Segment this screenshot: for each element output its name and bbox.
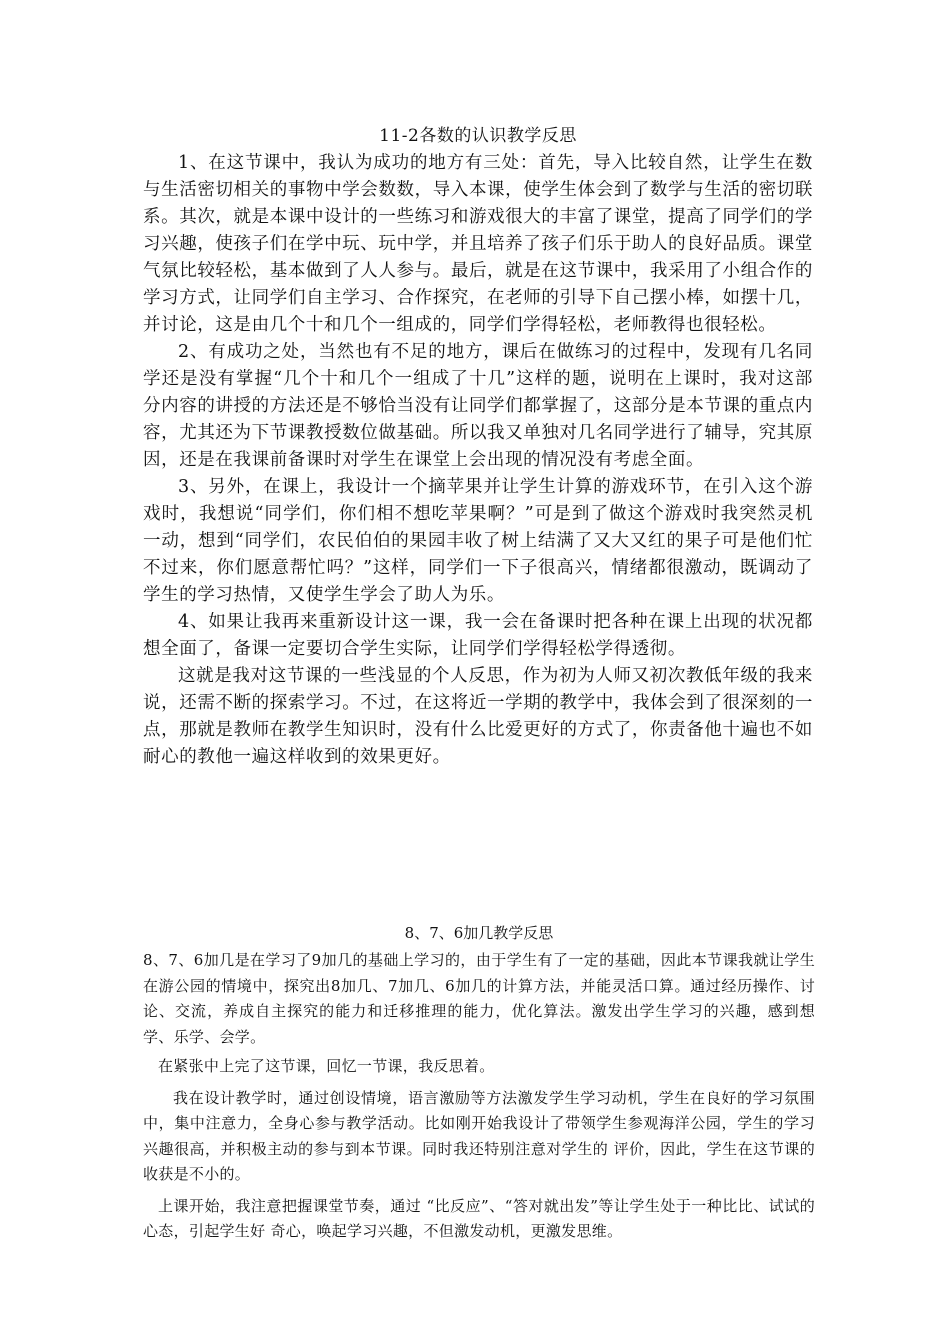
paragraph: 3、另外，在课上，我设计一个摘苹果并让学生计算的游戏环节，在引入这个游戏时，我想说“同学们，你们相不想吃苹果啊？”可是到了做这个游戏时我突然灵机一动，想到“同学们，农民伯伯的果园丰收了树上结满了又大又红的果子可是他们忙不过来，你们愿意帮忙吗？”这样，同学们一下子很高兴，情绪都很激动，既调动了学生的学习热情，又使学生学会了助人为乐。 <box>143 477 813 605</box>
paragraph: 上课开始，我注意把握课堂节奏，通过 “比反应”、“答对就出发”等让学生处于一种比比、试试的心态，引起学生好 奇心，唤起学习兴趣，不但激发动机，更激发思维。 <box>143 1196 815 1240</box>
reflection-section-numbers <box>143 124 813 771</box>
paragraph: 8、7、6加几是在学习了9加几的基础上学习的，由于学生有了一定的基础，因此本节课我就让学生在游公园的情境中，探究出8加几、7加几、6加几的计算方法，并能灵活口算。通过经历操作、讨论、交流，养成自主探究的能力和迁移推理的能力，优化算法。激发出学生学习的兴趣，感到想学、乐学、会学。 <box>143 951 815 1046</box>
paragraph: 2、有成功之处，当然也有不足的地方，课后在做练习的过程中，发现有几名同学还是没有掌握“几个十和几个一组成了十几”这样的题，说明在上课时，我对这部分内容的讲授的方法还是不够恰当没有让同学们都掌握了，这部分是本节课的重点内容，尤其还为下节课教授数位做基础。所以我又单独对几名同学进行了辅导，究其原因，还是在我课前备课时对学生在课堂上会出现的情况没有考虑全面。 <box>143 342 813 470</box>
section-title: 11-2各数的认识教学反思 <box>379 126 577 146</box>
paragraph: 1、在这节课中，我认为成功的地方有三处：首先，导入比较自然，让学生在数与生活密切相关的事物中学会数数，导入本课，使学生体会到了数学与生活的密切联系。其次，就是本课中设计的一些练习和游戏很大的丰富了课堂，提高了同学们的学习兴趣，使孩子们在学中玩、玩中学，并且培养了孩子们乐于助人的良好品质。课堂气氛比较轻松，基本做到了人人参与。最后，就是在这节课中，我采用了小组合作的学习方式，让同学们自主学习、合作探究，在老师的引导下自己摆小棒，如摆十几，并讨论，这是由几个十和几个一组成的，同学们学得轻松，老师教得也很轻松。 <box>143 153 813 335</box>
reflection-section-addition <box>143 922 815 1249</box>
paragraph: 我在设计教学时，通过创设情境，语言激励等方法激发学生学习动机，学生在良好的学习氛围中，集中注意力，全身心参与教学活动。比如刚开始我设计了带领学生参观海洋公园，学生的学习兴趣很高，并积极主动的参与到本节课。同时我还特别注意对学生的 评价，因此，学生在这节课的收获是不小的。 <box>143 1088 815 1183</box>
paragraph: 4、如果让我再来重新设计这一课，我一会在备课时把各种在课上出现的状况都想全面了，备课一定要切合学生实际，让同学们学得轻松学得透彻。 <box>143 612 813 659</box>
paragraph: 这就是我对这节课的一些浅显的个人反思，作为初为人师又初次教低年级的我来说，还需不断的探索学习。不过，在这将近一学期的教学中，我体会到了很深刻的一点，那就是教师在教学生知识时，没有什么比爱更好的方式了，你责备他十遍也不如耐心的教他一遍这样收到的效果更好。 <box>143 666 813 767</box>
paragraph: 在紧张中上完了这节课，回忆一节课，我反思着。 <box>158 1057 495 1075</box>
section-title: 8、7、6加几教学反思 <box>404 924 554 942</box>
